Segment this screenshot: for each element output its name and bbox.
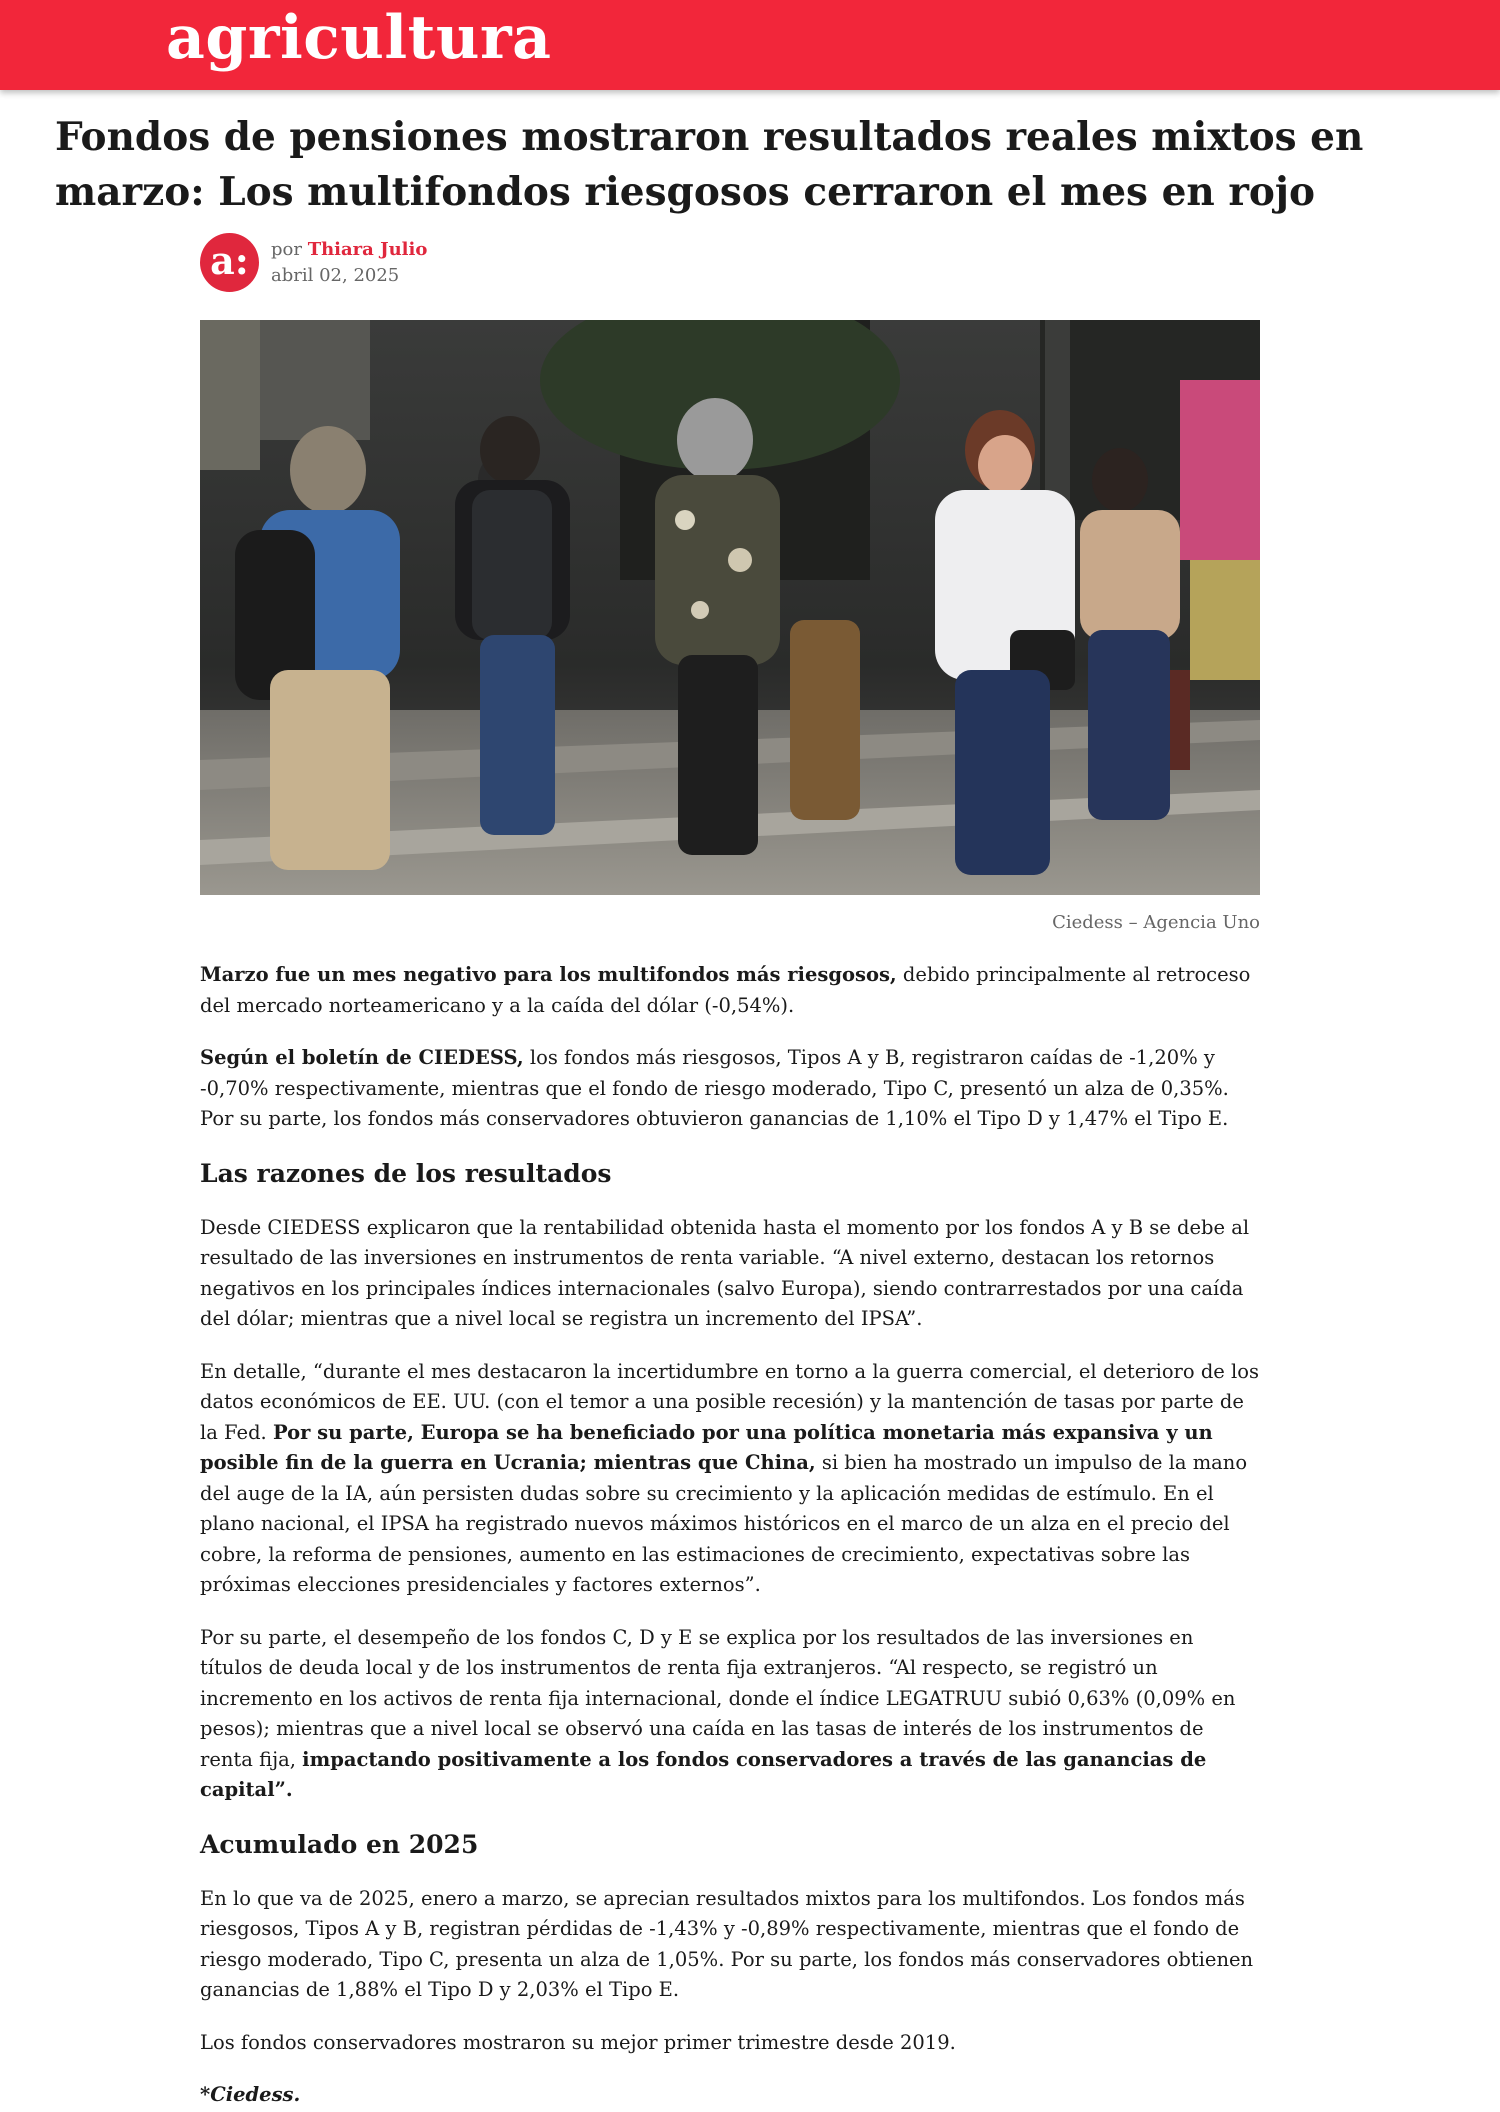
- paragraph-1: [200, 960, 1260, 1021]
- section-heading-2025: Acumulado en 2025: [200, 1829, 479, 1859]
- p2-text: los fondos más riesgosos, Tipos A y B, registraron caídas de -1,20% y -0,70% respectivamente, mientras que el fondo de riesgo moderado, Tipo C, presentó un alza de 0,35%. Por su parte, los fondos más conservadores obtuvieron ganancias de 1,10% el Tipo D y 1,47% el Tipo E.: [200, 1046, 1229, 1130]
- article-body: [200, 960, 1260, 2112]
- publish-date: abril 02, 2025: [271, 265, 400, 286]
- article-headline: Fondos de pensiones mostraron resultados reales mixtos en marzo: Los multifondos riesgosos cerraron el mes en rojo: [55, 114, 1364, 215]
- author-meta: [271, 237, 671, 289]
- paragraph-4: [200, 1357, 1260, 1601]
- paragraph-5: [200, 1623, 1260, 1806]
- p2-bold: Según el boletín de CIEDESS,: [200, 1046, 524, 1069]
- paragraph-2: [200, 1043, 1260, 1135]
- site-logo[interactable]: agricultura: [166, 3, 552, 73]
- p5-text: Por su parte, el desempeño de los fondos C, D y E se explica por los resultados de las inversiones en títulos de deuda local y de los instrumentos de renta fija extranjeros. “Al respecto, se registró un incremento en los activos de renta fija internacional, donde el índice LEGATRUU subió 0,63% (0,09% en pesos); mientras que a nivel local se observó una caída en las tasas de interés de los instrumentos de renta fija,: [200, 1625, 1236, 1771]
- p4-bold: Por su parte, Europa se ha beneficiado por una política monetaria más expansiva y un posible fin de la guerra en Ucrania; mientras que China,: [200, 1420, 1213, 1474]
- p1-text: debido principalmente al retroceso del mercado norteamericano y a la caída del dólar (-0,54%).: [200, 963, 1251, 1017]
- p5-bold: impactando positivamente a los fondos conservadores a través de las ganancias de capital”.: [200, 1747, 1207, 1801]
- street-scene-photo: [200, 320, 1260, 895]
- author-byline: [271, 237, 671, 263]
- paragraph-7: Los fondos conservadores mostraron su mejor primer trimestre desde 2019.: [200, 2030, 956, 2054]
- site-header: [0, 0, 1500, 90]
- byline-prefix: por: [271, 239, 308, 260]
- p4-text-a: En detalle, “durante el mes destacaron la incertidumbre en torno a la guerra comercial, el deterioro de los datos económicos de EE. UU. (con el temor a una posible recesión) y la mantención de tasas por parte de la Fed.: [200, 1359, 1260, 1444]
- section-heading-reasons: Las razones de los resultados: [200, 1158, 612, 1188]
- article-signature: *Ciedess.: [200, 2083, 301, 2106]
- article-photo: [200, 320, 1260, 895]
- paragraph-3: Desde CIEDESS explicaron que la rentabilidad obtenida hasta el momento por los fondos A y B se debe al resultado de las inversiones en instrumentos de renta variable. “A nivel externo, destacan los retornos negativos en los principales índices internacionales (salvo Europa), siendo contrarrestados por una caída del dólar; mientras que a nivel local se registra un incremento del IPSA”.: [200, 1215, 1250, 1330]
- photo-caption: Ciedess – Agencia Uno: [1052, 912, 1260, 933]
- author-name-link[interactable]: Thiara Julio: [307, 239, 428, 260]
- p4-text-b: si bien ha mostrado un impulso de la mano del auge de la IA, aún persisten dudas sobre su crecimiento y la aplicación medidas de estímulo. En el plano nacional, el IPSA ha registrado nuevos máximos históricos en el marco de un alza en el precio del cobre, la reforma de pensiones, aumento en las estimaciones de crecimiento, expectativas sobre las próximas elecciones presidenciales y factores externos”.: [200, 1451, 1248, 1596]
- p1-bold: Marzo fue un mes negativo para los multifondos más riesgosos,: [200, 963, 897, 986]
- paragraph-6: En lo que va de 2025, enero a marzo, se aprecian resultados mixtos para los multifondos. Los fondos más riesgosos, Tipos A y B, registran pérdidas de -1,43% y -0,89% respectivamente, mientras que el fondo de riesgo moderado, Tipo C, presenta un alza de 1,05%. Por su parte, los fondos más conservadores obtienen ganancias de 1,88% el Tipo D y 2,03% el Tipo E.: [200, 1886, 1254, 2001]
- author-avatar[interactable]: a:: [200, 233, 259, 292]
